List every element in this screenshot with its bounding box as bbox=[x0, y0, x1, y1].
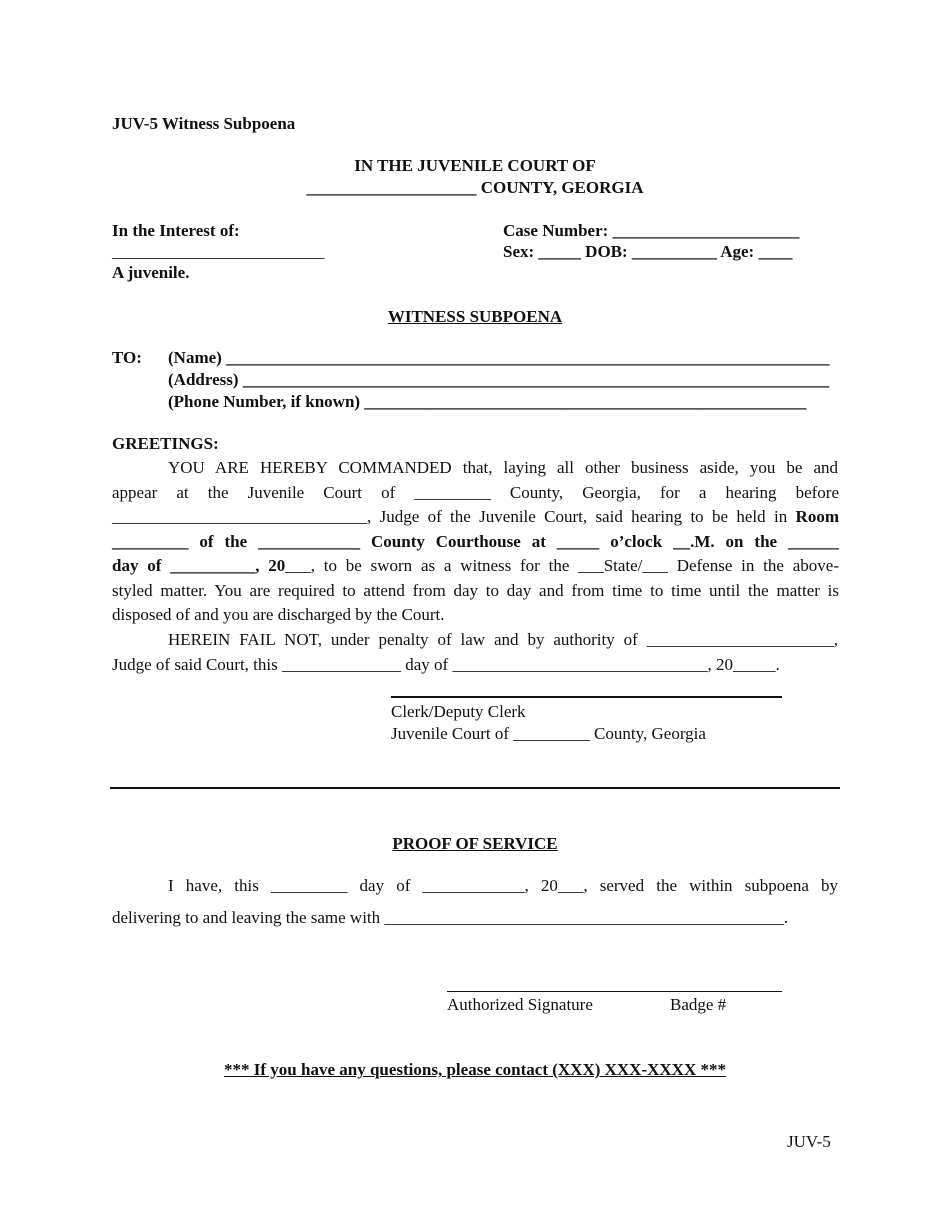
recipient-name-line: (Name) _______________________________________________________________________ bbox=[168, 348, 830, 367]
command-line-2: appear at the Juvenile Court of _________ County, Georgia, for a hearing before bbox=[112, 483, 839, 502]
footer-form-code: JUV-5 bbox=[787, 1132, 831, 1151]
court-heading-line1: IN THE JUVENILE COURT OF bbox=[354, 156, 596, 175]
command-line-4: _________ of the ____________ County Courthouse at _____ o’clock __.M. on the ______ bbox=[112, 532, 839, 551]
child-name-blank: _________________________ bbox=[112, 242, 325, 261]
recipient-address-line: (Address) _____________________________________________________________________ bbox=[168, 370, 830, 389]
section-divider bbox=[110, 787, 840, 789]
proof-title: PROOF OF SERVICE bbox=[392, 834, 558, 853]
command-line-3 bbox=[112, 505, 839, 530]
command-line-5 bbox=[112, 554, 839, 579]
proof-line-2: delivering to and leaving the same with _______________________________________________. bbox=[112, 908, 789, 927]
fail-not-line-2: Judge of said Court, this ______________ day of ______________________________, 20_____. bbox=[112, 655, 780, 674]
badge-label: Badge # bbox=[670, 995, 727, 1014]
command-line-3-room: Room bbox=[795, 507, 839, 526]
authorized-signature-line bbox=[447, 991, 782, 992]
command-line-5-text: ___, to be sworn as a witness for the ___State/___ Defense in the above- bbox=[285, 556, 839, 575]
clerk-title: Clerk/Deputy Clerk bbox=[391, 702, 526, 721]
authorized-signature-label: Authorized Signature bbox=[447, 995, 593, 1014]
proof-line-1: I have, this _________ day of ____________, 20___, served the within subpoena by bbox=[168, 876, 838, 895]
juvenile-label: A juvenile. bbox=[112, 263, 190, 282]
command-line-1: YOU ARE HEREBY COMMANDED that, laying all other business aside, you be and bbox=[168, 458, 838, 477]
sex-dob-age: Sex: _____ DOB: __________ Age: ____ bbox=[503, 242, 793, 261]
fail-not-line-1: HEREIN FAIL NOT, under penalty of law and by authority of ______________________, bbox=[168, 630, 838, 649]
case-number: Case Number: ______________________ bbox=[503, 221, 800, 240]
command-line-5-date: day of __________, 20 bbox=[112, 556, 286, 575]
command-line-7: disposed of and you are discharged by the Court. bbox=[112, 605, 445, 624]
clerk-court: Juvenile Court of _________ County, Georgia bbox=[391, 724, 706, 743]
clerk-signature-line bbox=[391, 696, 782, 698]
interest-label: In the Interest of: bbox=[112, 221, 240, 240]
to-label: TO: bbox=[112, 348, 142, 367]
greetings-label: GREETINGS: bbox=[112, 434, 219, 453]
contact-notice: *** If you have any questions, please contact (XXX) XXX-XXXX *** bbox=[224, 1060, 726, 1079]
form-title: JUV-5 Witness Subpoena bbox=[112, 114, 296, 133]
court-heading-line2: ____________________ COUNTY, GEORGIA bbox=[306, 178, 644, 197]
document-title: WITNESS SUBPOENA bbox=[387, 307, 563, 326]
command-line-6: styled matter. You are required to attend from day to day and from time to time until the matter is bbox=[112, 581, 839, 600]
recipient-phone-line: (Phone Number, if known) ____________________________________________________ bbox=[168, 392, 807, 411]
command-line-3-text: ______________________________, Judge of the Juvenile Court, said hearing to be held in bbox=[112, 507, 796, 526]
